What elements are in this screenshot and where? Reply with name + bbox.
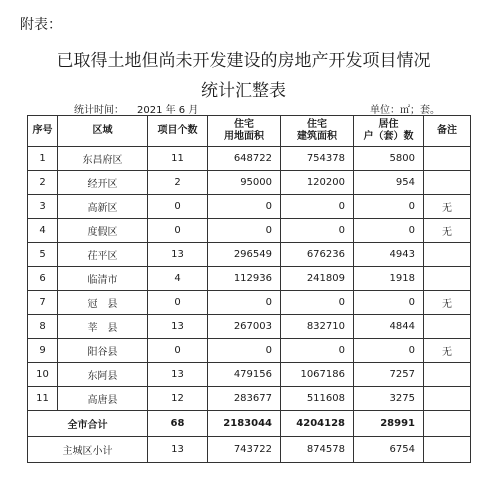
header-units-line1: 居住 <box>378 119 399 130</box>
subtotal-land-area: 743722 <box>208 437 281 463</box>
cell-note <box>424 147 471 171</box>
table-row <box>28 387 471 411</box>
header-build-area-line2: 建筑面积 <box>297 131 337 142</box>
cell-build-area: 120200 <box>281 171 354 195</box>
cell-build-area: 754378 <box>281 147 354 171</box>
cell-seq: 7 <box>28 291 58 315</box>
statistics-table <box>27 115 471 463</box>
total-build-area: 4204128 <box>281 411 354 437</box>
cell-region: 东阿县 <box>58 363 148 387</box>
cell-count: 13 <box>148 315 208 339</box>
cell-build-area: 241809 <box>281 267 354 291</box>
cell-land-area: 112936 <box>208 267 281 291</box>
cell-count: 0 <box>148 339 208 363</box>
cell-count: 4 <box>148 267 208 291</box>
cell-units: 4844 <box>354 315 424 339</box>
total-count: 68 <box>148 411 208 437</box>
cell-count: 11 <box>148 147 208 171</box>
cell-region: 东昌府区 <box>58 147 148 171</box>
cell-build-area: 676236 <box>281 243 354 267</box>
cell-count: 2 <box>148 171 208 195</box>
cell-note: 无 <box>424 291 471 315</box>
table-row <box>28 363 471 387</box>
cell-units: 954 <box>354 171 424 195</box>
table-row <box>28 339 471 363</box>
cell-note <box>424 267 471 291</box>
cell-seq: 3 <box>28 195 58 219</box>
cell-note <box>424 243 471 267</box>
cell-seq: 5 <box>28 243 58 267</box>
subtotal-build-area: 874578 <box>281 437 354 463</box>
cell-units: 0 <box>354 339 424 363</box>
cell-seq: 2 <box>28 171 58 195</box>
attachment-label: 附表： <box>20 17 62 33</box>
header-region: 区域 <box>58 116 148 147</box>
cell-count: 0 <box>148 195 208 219</box>
cell-build-area: 0 <box>281 291 354 315</box>
cell-note: 无 <box>424 219 471 243</box>
table-row <box>28 243 471 267</box>
cell-land-area: 0 <box>208 195 281 219</box>
table-row <box>28 147 471 171</box>
total-land-area: 2183044 <box>208 411 281 437</box>
cell-note <box>424 387 471 411</box>
table-row <box>28 171 471 195</box>
table-row <box>28 195 471 219</box>
cell-region: 茌平区 <box>58 243 148 267</box>
cell-region: 度假区 <box>58 219 148 243</box>
table-row <box>28 291 471 315</box>
cell-seq: 9 <box>28 339 58 363</box>
cell-note: 无 <box>424 195 471 219</box>
stat-time-label: 统计时间： <box>74 105 124 116</box>
cell-count: 13 <box>148 243 208 267</box>
subtotal-note <box>424 437 471 463</box>
subtotal-row <box>28 437 471 463</box>
cell-units: 0 <box>354 219 424 243</box>
header-land-area-line1: 住宅 <box>234 119 254 130</box>
cell-count: 13 <box>148 363 208 387</box>
cell-land-area: 95000 <box>208 171 281 195</box>
cell-land-area: 296549 <box>208 243 281 267</box>
cell-land-area: 0 <box>208 339 281 363</box>
cell-note: 无 <box>424 339 471 363</box>
subtotal-units: 6754 <box>354 437 424 463</box>
cell-seq: 6 <box>28 267 58 291</box>
cell-note <box>424 171 471 195</box>
subtotal-count: 13 <box>148 437 208 463</box>
total-units: 28991 <box>354 411 424 437</box>
total-row <box>28 411 471 437</box>
cell-land-area: 0 <box>208 219 281 243</box>
cell-units: 4943 <box>354 243 424 267</box>
cell-units: 1918 <box>354 267 424 291</box>
header-build-area-line1: 住宅 <box>307 119 327 130</box>
cell-count: 0 <box>148 219 208 243</box>
cell-units: 0 <box>354 291 424 315</box>
total-note <box>424 411 471 437</box>
stat-time-value: 2021 年 6 月 <box>137 105 199 116</box>
header-land-area-line2: 用地面积 <box>224 131 264 142</box>
cell-land-area: 283677 <box>208 387 281 411</box>
table-header-row <box>28 116 471 147</box>
header-land-area <box>208 116 281 147</box>
header-units <box>354 116 424 147</box>
header-note: 备注 <box>424 116 471 147</box>
cell-units: 0 <box>354 195 424 219</box>
cell-land-area: 267003 <box>208 315 281 339</box>
cell-region: 经开区 <box>58 171 148 195</box>
cell-land-area: 479156 <box>208 363 281 387</box>
cell-region: 阳谷县 <box>58 339 148 363</box>
total-label: 全市合计 <box>28 411 148 437</box>
cell-units: 5800 <box>354 147 424 171</box>
cell-build-area: 0 <box>281 195 354 219</box>
cell-note <box>424 363 471 387</box>
cell-seq: 1 <box>28 147 58 171</box>
cell-build-area: 0 <box>281 339 354 363</box>
cell-region: 冠 县 <box>58 291 148 315</box>
cell-land-area: 0 <box>208 291 281 315</box>
cell-region: 高唐县 <box>58 387 148 411</box>
document-subtitle: 统计汇整表 <box>201 81 286 101</box>
cell-region: 临清市 <box>58 267 148 291</box>
cell-seq: 8 <box>28 315 58 339</box>
cell-region: 莘 县 <box>58 315 148 339</box>
cell-seq: 4 <box>28 219 58 243</box>
subtotal-label: 主城区小计 <box>28 437 148 463</box>
cell-land-area: 648722 <box>208 147 281 171</box>
unit-text: 单位：㎡；套。 <box>370 105 440 116</box>
table-row <box>28 315 471 339</box>
cell-seq: 10 <box>28 363 58 387</box>
table-row <box>28 219 471 243</box>
header-count: 项目个数 <box>148 116 208 147</box>
cell-build-area: 1067186 <box>281 363 354 387</box>
cell-build-area: 511608 <box>281 387 354 411</box>
header-build-area <box>281 116 354 147</box>
cell-units: 3275 <box>354 387 424 411</box>
cell-build-area: 832710 <box>281 315 354 339</box>
cell-count: 12 <box>148 387 208 411</box>
cell-region: 高新区 <box>58 195 148 219</box>
document-title: 已取得土地但尚未开发建设的房地产开发项目情况 <box>56 51 431 71</box>
cell-units: 7257 <box>354 363 424 387</box>
header-seq: 序号 <box>28 116 58 147</box>
table-row <box>28 267 471 291</box>
cell-count: 0 <box>148 291 208 315</box>
cell-build-area: 0 <box>281 219 354 243</box>
cell-note <box>424 315 471 339</box>
header-units-line2: 户（套）数 <box>363 131 414 142</box>
cell-seq: 11 <box>28 387 58 411</box>
